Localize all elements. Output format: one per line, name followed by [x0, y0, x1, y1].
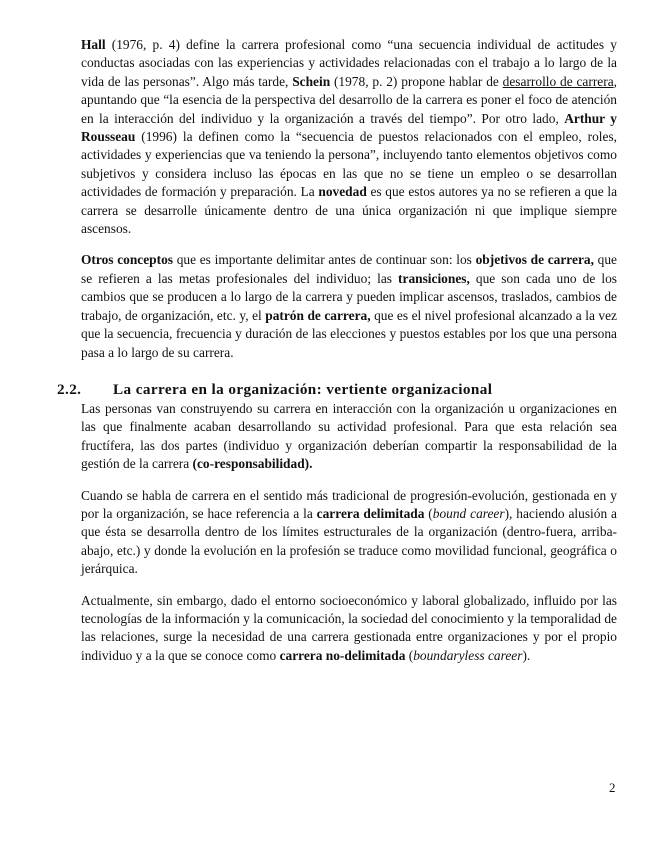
text-segment: Cuando se habla de carrera en el sentido más tradicional de progresión-evolución, gestionada en y por la organización, se hace referencia a la — [81, 487, 617, 521]
section-number: 2.2. — [57, 380, 82, 398]
bold-term: patrón de carrera, — [265, 307, 371, 323]
bold-term: objetivos de carrera, — [475, 252, 594, 268]
text-segment: ( — [405, 647, 414, 663]
text-segment: (1978, p. 2) propone hablar de — [330, 73, 503, 89]
paragraph-boundaryless-career — [81, 592, 617, 666]
bold-term: carrera delimitada — [316, 505, 425, 521]
paragraph-bound-career — [81, 487, 617, 579]
paragraph-interaction — [81, 400, 617, 474]
text-segment: (1976, p. 4) define la carrera profesional como “una secuencia individual de actitudes y conductas asociadas con las experiencias y actividades relacionadas con el trabajo a lo largo de la vida de las personas”. Algo más tarde, — [81, 37, 617, 89]
text-segment: ), haciendo alusión a que ésta se desarrolla dentro de los límites estructurales de la organización (dentro-fuera, arriba-abajo, etc.) y donde la evolución en la profesión se traduce como movilidad funcional, geográfica o jerárquica. — [81, 505, 617, 577]
bold-term-novedad: novedad — [318, 184, 367, 200]
paragraph-other-concepts — [81, 251, 617, 361]
text-segment: que es importante delimitar antes de continuar son: los — [172, 252, 476, 268]
bold-term: (co-responsabilidad). — [192, 456, 313, 472]
text-segment: es que estos autores ya no se refieren a que la carrera se desarrolle únicamente dentro de una única organización ni que implique siempre ascensos. — [81, 184, 618, 237]
text-segment: (1996) la definen como la “secuencia de puestos relacionados con el empleo, roles, actividades y experiencias que va teniendo la persona”, incluyendo tanto elementos objetivos como subjetivos y considera incluso las épocas en las que no se tiene un empleo o se desarrollan actividades de formación y preparación. La — [81, 129, 617, 200]
bold-term: carrera no-delimitada — [279, 647, 406, 663]
text-segment: que se refieren a las metas profesionales del individuo; las — [81, 252, 617, 286]
text-segment: , apuntando que “la esencia de la perspectiva del desarrollo de la carrera es poner el foco de atención en la interacción del individuo y la organización a través del tiempo”. Por otro lado, — [81, 73, 617, 126]
text-segment: que son cada uno de los cambios que se producen a lo largo de la carrera y pueden implicar ascensos, traslados, cambios de trabajo, de organización, etc. y, el — [81, 270, 618, 323]
author-arthur-rousseau: Arthur y Rousseau — [81, 110, 617, 145]
text-segment: Las personas van construyendo su carrera en interacción con la organización u organizaciones en las que finalmente acaban desarrollando su actividad profesional. Para que esta relación sea fructífera, las dos partes (individuo y organización deberían compartir la responsabilidad de la gestión de la carrera — [81, 400, 617, 472]
underlined-term: desarrollo de carrera — [502, 73, 614, 89]
document-body — [57, 36, 618, 665]
italic-term: boundaryless career — [413, 647, 523, 663]
text-segment: ( — [424, 505, 433, 521]
section-heading — [57, 380, 617, 399]
text-segment: ). — [522, 647, 531, 663]
paragraph-career-definitions — [81, 36, 617, 238]
text-segment: que es el nivel profesional alcanzado a la vez que la secuencia, frecuencia y duración de las elecciones y puestos estables por los que una persona pasa a lo largo de su carrera. — [81, 307, 617, 360]
section-title: La carrera en la organización: vertiente organizacional — [113, 380, 493, 398]
italic-term: bound career — [432, 505, 505, 521]
bold-term: Otros conceptos — [81, 252, 173, 268]
author-schein: Schein — [292, 73, 331, 89]
page-number: 2 — [609, 780, 616, 795]
author-hall: Hall — [81, 37, 106, 52]
text-segment: Actualmente, sin embargo, dado el entorno socioeconómico y laboral globalizado, influido por las tecnologías de la información y la comunicación, la sociedad del conocimiento y la temporalidad de las relaciones, surge la necesidad de una carrera gestionada entre organizaciones y por el propio individuo y a la que se conoce como — [81, 592, 617, 663]
bold-term: transiciones, — [398, 270, 470, 286]
